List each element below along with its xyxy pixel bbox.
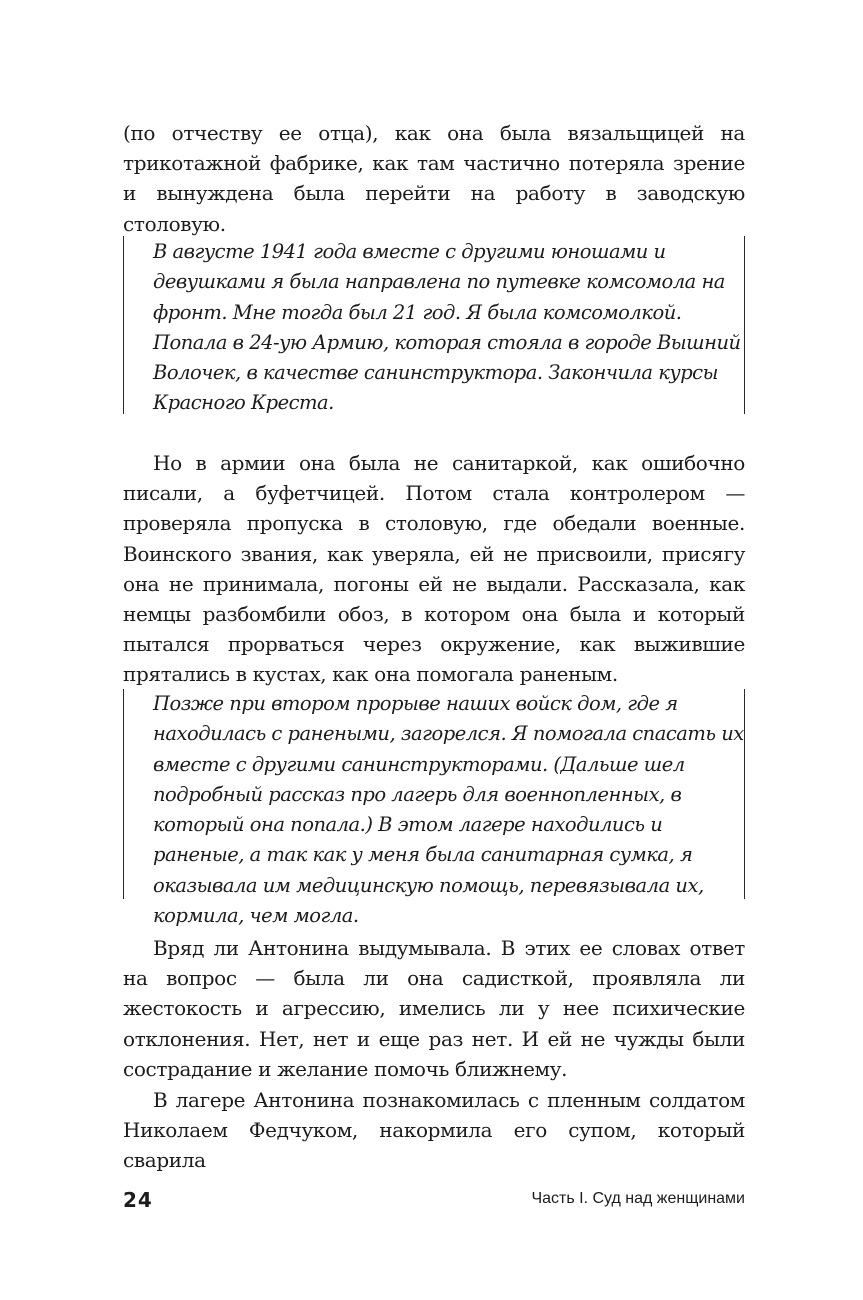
paragraph-3 bbox=[123, 933, 745, 1084]
page-number: 24 bbox=[123, 1188, 153, 1212]
running-footer-title: Часть I. Суд над женщинами bbox=[531, 1190, 745, 1207]
blockquote-1-text: В августе 1941 года вместе с другими юношами и девушками я была направлена по путевке комсомола на фронт. Мне тогда был 21 год. Я была комсомолкой. Попала в 24-ую Армию, которая стояла в городе Вышний Волочек, в качестве санинструктора. Закончила курсы Красного Креста. bbox=[153, 240, 741, 415]
paragraph-3-text: Вряд ли Антонина выдумывала. В этих ее словах ответ на вопрос — была ли она садисткой, проявляла ли жестокость и агрессию, имелись ли у нее психические отклонения. Нет, нет и еще раз нет. И ей не чужды были сострадание и желание помочь ближнему. bbox=[123, 936, 745, 1081]
paragraph-2-text: Но в армии она была не санитаркой, как ошибочно писали, а буфетчицей. Потом стала контролером — проверяла пропуска в столовую, где обедали военные. Воинского звания, как уверяла, ей не присвоили, присягу она не принимала, погоны ей не выдали. Рассказала, как немцы разбомбили обоз, в котором она была и который пытался прорваться через окружение, как выжившие прятались в кустах, как она помогала раненым. bbox=[123, 451, 745, 687]
paragraph-4 bbox=[123, 1085, 745, 1176]
paragraph-1 bbox=[123, 118, 745, 239]
blockquote-2 bbox=[123, 689, 745, 928]
blockquote-1 bbox=[123, 236, 745, 414]
paragraph-1-text: (по отчеству ее отца), как она была вязальщицей на трикотажной фабрике, как там частично потеряла зрение и вынуждена была перейти на работу в заводскую столовую. bbox=[123, 121, 745, 236]
blockquote-2-text: Позже при втором прорыве наших войск дом, где я находилась с ранеными, загорелся. Я помогала спасать их вместе с другими санинструкторами. (Дальше шел подробный рассказ про лагерь для военнопленных, в который она попала.) В этом лагере находились и раненые, а так как у меня была санитарная сумка, я оказывала им медицинскую помощь, перевязывала их, кормила, чем могла. bbox=[153, 692, 744, 928]
paragraph-4-text: В лагере Антонина познакомилась с пленным солдатом Николаем Федчуком, накормила его супом, который сварила bbox=[123, 1088, 745, 1173]
paragraph-2 bbox=[123, 448, 745, 690]
